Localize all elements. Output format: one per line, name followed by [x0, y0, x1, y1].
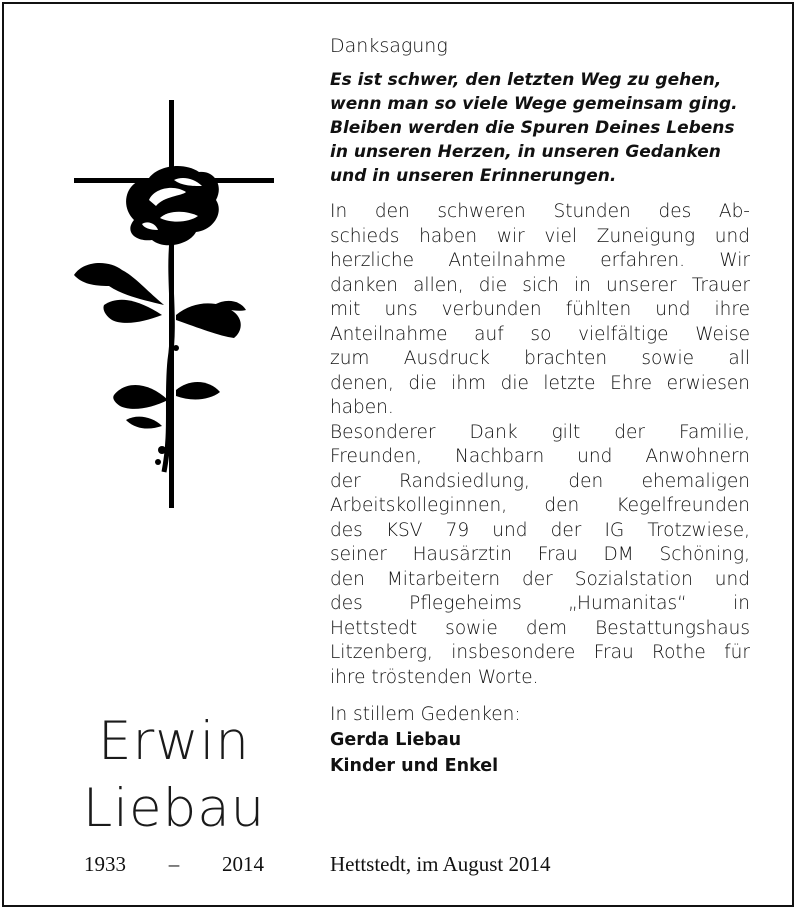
body-line: mit uns verbunden fühlten und ihre [330, 299, 750, 320]
body-line: herzliche Anteilnahme erfahren. Wir [330, 250, 750, 271]
verse-line: Bleiben werden die Spuren Deines Lebens [330, 118, 735, 138]
signer: Kinder und Enkel [330, 756, 499, 776]
signers [330, 727, 750, 779]
deceased-first-name: Erwin [98, 711, 250, 772]
body-line: seiner Hausärztin Frau DM Schöning, [330, 544, 750, 565]
cross-with-rose-icon [64, 100, 284, 510]
obituary-frame [2, 2, 794, 907]
body-line: Hettstedt sowie dem Bestattungshaus [330, 617, 750, 639]
heading: Danksagung [330, 35, 448, 57]
verse [330, 68, 750, 188]
signer: Gerda Liebau [330, 730, 462, 750]
body-line: Arbeitskolleginnen, den Kegelfreunden [330, 495, 750, 516]
body-line: ihre tröstenden Worte. [330, 666, 539, 688]
signoff: In stillem Gedenken: [330, 704, 521, 725]
thanks-text [330, 200, 750, 690]
body-line: den Mitarbeitern der Sozialstation und [330, 568, 750, 590]
body-line: In den schweren Stunden des Ab- [330, 201, 750, 222]
body-line: schieds haben wir viel Zuneigung und [330, 225, 750, 247]
body-line: des Pflegeheims „Humanitas“ in [330, 593, 750, 614]
body-line: Anteilnahme auf so vielfältige Weise [330, 323, 750, 345]
body-line: zum Ausdruck brachten sowie all [330, 348, 750, 369]
body-line: des KSV 79 und der IG Trotzwiese, [330, 519, 750, 541]
verse-line: Es ist schwer, den letzten Weg zu gehen, [330, 70, 722, 90]
body-line: der Randsiedlung, den ehemaligen [330, 470, 750, 492]
verse-line: und in unseren Erinnerungen. [330, 166, 617, 186]
body-line: Freunden, Nachbarn und Anwohnern [330, 446, 750, 467]
body-line: danken allen, die sich in unserer Trauer [330, 274, 750, 296]
verse-line: wenn man so viele Wege gemeinsam ging. [330, 94, 738, 114]
verse-line: in unseren Herzen, in unseren Gedanken [330, 142, 721, 162]
place-date: Hettstedt, im August 2014 [330, 852, 551, 876]
body-line: haben. [330, 397, 394, 418]
deceased-last-name: Liebau [82, 778, 266, 839]
body-line: denen, die ihm die letzte Ehre erwiesen [330, 372, 750, 394]
body-line: Litzenberg, insbesondere Frau Rothe für [330, 642, 750, 663]
birth-year: 1933 [84, 852, 126, 876]
death-year: 2014 [222, 852, 264, 876]
body-line: Besonderer Dank gilt der Familie, [330, 421, 750, 443]
life-dates [84, 852, 264, 877]
message-column [330, 34, 750, 779]
date-dash: – [168, 852, 180, 876]
